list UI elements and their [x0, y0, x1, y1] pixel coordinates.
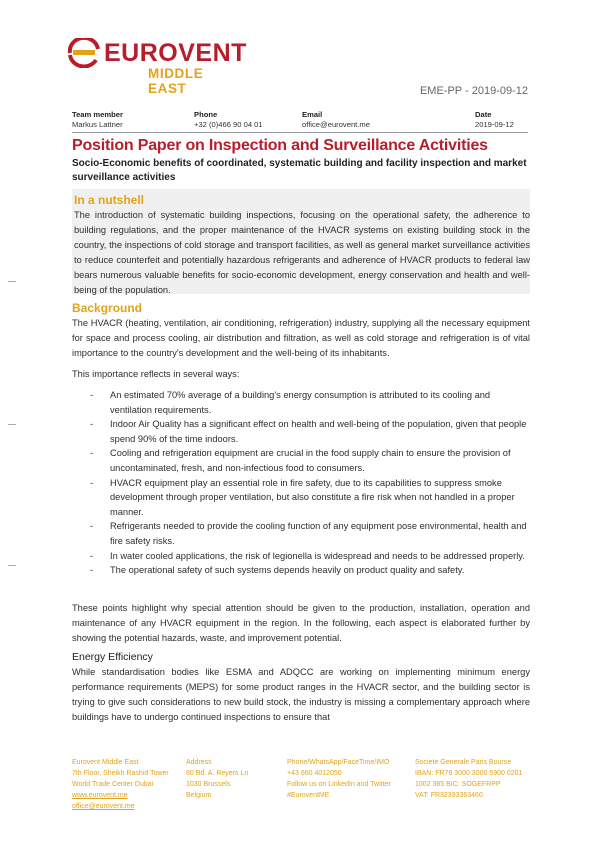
footer-line: 1030 Brussels	[186, 781, 231, 788]
list-item-text: An estimated 70% average of a building's energy consumption is attributed to its cooling and ventilation requirements.	[110, 390, 491, 415]
document-reference: EME-PP - 2019-09-12	[419, 85, 528, 97]
footer-website-link[interactable]: www.eurovent.me	[72, 792, 128, 799]
energy-text: While standardisation bodies like ESMA and ADQCC are working on implementing minimum energy performance requirements (MEPS) for some product ranges in the HVACR sector, and the building sector is trying to give such considerations to new build stock, the industry is missing a complementary approach where buildings have to undergo continued inspections to ensure that	[72, 667, 530, 722]
footer-email-link[interactable]: office@eurovent.me	[72, 803, 135, 810]
energy-heading: Energy Efficiency	[72, 651, 153, 663]
list-item	[90, 563, 532, 578]
background-paragraph-1: The HVACR (heating, ventilation, air conditioning, refrigeration) industry, supplying all the necessary equipment for space and process cooling, air distribution and filtration, as well as cold storage and refrigeration is of vital importance to the country's development and the well-being of its inhabitants.	[72, 318, 530, 358]
page-title: Position Paper on Inspection and Surveillance Activities	[72, 137, 488, 154]
logo-subtitle: MIDDLE EAST	[148, 66, 204, 96]
team-label: Team member	[72, 110, 123, 119]
footer-col-address	[186, 757, 248, 801]
list-item-text: Cooling and refrigeration equipment are crucial in the food supply chain to ensure the provision of uncontaminated, fresh, and non-infectious food to consumers.	[110, 448, 511, 473]
list-item	[90, 476, 532, 520]
footer-line: Belgium	[186, 792, 212, 799]
list-item-text: Refrigerants needed to provide the cooling function of any equipment pose environmental, health and fire safety risks.	[110, 521, 527, 546]
meta-date	[475, 110, 514, 130]
list-item	[90, 519, 532, 548]
bullet-dash-icon: -	[90, 448, 94, 459]
footer-col-company	[72, 757, 169, 812]
list-item	[90, 417, 532, 446]
header-divider	[72, 132, 528, 133]
footer-line: VAT: FR32393363460	[415, 792, 483, 799]
list-item-text: Indoor Air Quality has a significant effect on health and well-being of the population, given that people spend 90% of the time indoors.	[110, 419, 527, 444]
list-item	[90, 549, 532, 564]
logo-text: EUROVENT	[104, 39, 247, 67]
logo-mark-icon	[66, 38, 102, 68]
bullet-dash-icon: -	[90, 477, 94, 488]
footer-line: #EuroventME	[287, 792, 330, 799]
background-paragraph-2: This importance reflects in several ways:	[72, 369, 240, 379]
footer-line: Societe Generale Paris Bourse	[415, 759, 512, 766]
nutshell-heading: In a nutshell	[74, 193, 145, 207]
phone-label: Phone	[194, 110, 218, 119]
page-subtitle: Socio-Economic benefits of coordinated, systematic building and facility inspection and market surveillance activities	[72, 158, 527, 183]
meta-team	[72, 110, 123, 130]
list-item-text: HVACR equipment play an essential role in fire safety, due to its capabilities to suppress smoke development through proper ventilation, but also constitute a fire risk when not handled in a proper manner.	[110, 477, 515, 517]
margin-tick	[8, 281, 16, 282]
team-value: Markus Lattner	[72, 120, 123, 129]
nutshell-text: The introduction of systematic building inspections, focusing on the operational safety, the adherence to building regulations, and the proper maintenance of the HVACR systems on existing building stock in the country, the inspections of cold storage and transport facilities, as well as general market surveillance activities to reduce counterfeit and potentially hazardous refrigerants and adherence of HVACR products to federal law bears numerous valuable benefits for socio-economic development, energy conservation and health and well-being of the population.	[74, 210, 530, 295]
footer-line: 7th Floor, Sheikh Rashid Tower	[72, 770, 169, 777]
footer-line: 80 Bd. A. Reyers Ln	[186, 770, 249, 777]
footer-col-contact	[287, 757, 391, 801]
eurovent-logo	[66, 38, 247, 96]
footer-line: Address	[186, 759, 212, 766]
email-value[interactable]: office@eurovent.me	[302, 120, 370, 129]
email-label: Email	[302, 110, 323, 119]
footer-line: Follow us on LinkedIn and Twitter	[287, 781, 391, 788]
list-item	[90, 388, 532, 417]
list-item	[90, 446, 532, 475]
bullet-dash-icon: -	[90, 419, 94, 430]
footer-line: Eurovent Middle East	[72, 759, 139, 766]
margin-tick	[8, 424, 16, 425]
footer-line: IBAN: FR76 3000 3000 5900 0201	[415, 770, 523, 777]
phone-value: +32 (0)466 90 04 01	[194, 120, 263, 129]
footer-line: 1002 385 BIC: SOGEFRPP	[415, 781, 501, 788]
footer-line: Phone/WhatsApp/FaceTime/IMO	[287, 759, 390, 766]
background-paragraph-3: These points highlight why special attention should be given to the production, installation, operation and maintenance of any HVACR equipment in the region. In the following, each aspect is elaborated further by showing the potential hazards, waste, and improvement potential.	[72, 603, 530, 643]
bullet-dash-icon: -	[90, 521, 94, 532]
list-item-text: In water cooled applications, the risk of legionella is widespread and needs to be addressed properly.	[110, 550, 525, 561]
date-value: 2019-09-12	[475, 120, 514, 129]
importance-list	[90, 388, 532, 578]
list-item-text: The operational safety of such systems depends heavily on product quality and safety.	[110, 565, 465, 576]
background-heading: Background	[72, 301, 143, 315]
date-label: Date	[475, 110, 492, 119]
footer-col-bank	[415, 757, 522, 801]
bullet-dash-icon: -	[90, 390, 94, 400]
meta-phone	[194, 110, 263, 130]
meta-email	[302, 110, 370, 130]
bullet-dash-icon: -	[90, 565, 94, 576]
footer-line: World Trade Center Dubai	[72, 781, 154, 788]
footer-line: +43 660 4012050	[287, 770, 342, 777]
margin-tick	[8, 565, 16, 566]
bullet-dash-icon: -	[90, 550, 94, 561]
